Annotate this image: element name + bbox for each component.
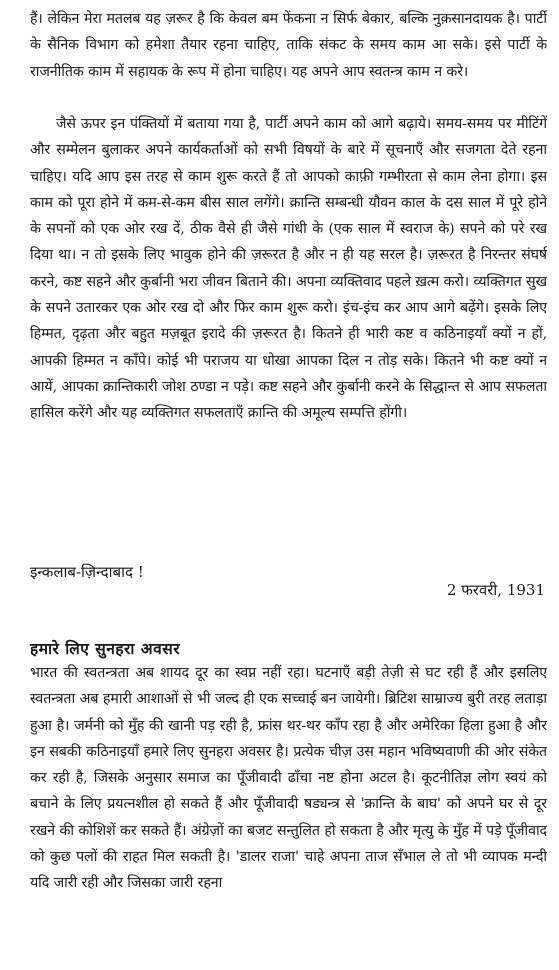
paragraph-party-work: जैसे ऊपर इन पंक्तियों में बताया गया है, पार्टी अपने काम को आगे बढ़ाये। समय-समय पर मीटिंगें और सम्मेलन बुलाकर अपने कार्यकर्ताओं को सभी विषयों के बारे में सूचनाएँ और सजगता देते रहना चाहिए। यदि आप इस तरह से काम शुरू करते हैं तो आपको काफ़ी गम्भीरता से काम लेना होगा। इस काम को पूरा होने में कम-से-कम बीस साल लगेंगे। क्रान्ति सम्बन्धी यौवन काल के दस साल में पूरे होने के सपनों को एक ओर रख दें, ठीक वैसे ही जैसे गांधी के (एक साल में स्वराज के) सपने को परे रख दिया था। न तो इसके लिए भावुक होने की ज़रूरत है और न ही यह सरल है। ज़रूरत है निरन्तर संघर्ष करने, कष्ट सहने और कुर्बानी भरा जीवन बिताने की। अपना व्यक्तिवाद पहले ख़त्म करो। व्यक्तिगत सुख के सपने उतारकर एक ओर रख दो और फिर काम शुरू करो। इंच-इंच कर आप आगे बढ़ेंगे। इसके लिए हिम्मत, दृढ़ता और बहुत मज़बूत इरादे की ज़रूरत है। कितने ही भारी कष्ट व कठिनाइयाँ क्यों न हों, आपकी हिम्मत न काँपे। कोई भी पराजय या धोखा आपका दिल न तोड़ सके। कितने भी कष्ट क्यों न आयें, आपका क्रान्तिकारी जोश ठण्डा न पड़े। कष्ट सहने और कुर्बानी करने के सिद्धान्त से आप सफलता हासिल करेंगे और यह व्यक्तिगत सफलताएँ क्रान्ति की अमूल्य सम्पत्ति होंगी। <box>30 116 547 422</box>
closing-slogan: इन्कलाब-ज़िन्दाबाद ! <box>30 563 144 581</box>
section-body <box>30 660 547 966</box>
paragraph-golden-opportunity: भारत की स्वतन्त्रता अब शायद दूर का स्वप्न नहीं रहा। घटनाएँ बड़ी तेज़ी से घट रही हैं और इसलिए स्वतन्त्रता अब हमारी आशाओं से भी जल्द ही एक सच्चाई बन जायेगी। ब्रिटिश साम्राज्य बुरी तरह लताड़ा हुआ है। जर्मनी को मुँह की खानी पड़ रही है, फ्रांस थर-थर काँप रहा है और अमेरिका हिला हुआ है और इन सबकी कठिनाइयाँ हमारे लिए सुनहरा अवसर है। प्रत्येक चीज़ उस महान भविष्यवाणी की ओर संकेत कर रही है, जिसके अनुसार समाज का पूँजीवादी ढाँचा नष्ट होना अटल है। कूटनीतिज्ञ लोग स्वयं को बचाने के लिए प्रयत्नशील हो सकते हैं और पूँजीवादी षड्यन्त्र से 'क्रान्ति के बाघ' को अपने घर से दूर रखने की कोशिशें कर सकते हैं। अंग्रेज़ों का बजट सन्तुलित हो सकता है और मृत्यु के मुँह में पड़े पूँजीवाद को कुछ पलों की राहत मिल सकती है। 'डालर राजा' चाहे अपना ताज सँभाल ले तो भी व्यापक मन्दी यदि जारी रही और जिसका जारी रहना <box>30 665 547 892</box>
letter-date: 2 फरवरी, 1931 <box>446 581 545 599</box>
paragraph-continuation: हैं। लेकिन मेरा मतलब यह ज़रूर है कि केवल बम फेंकना न सिर्फ बेकार, बल्कि नुक़सानदायक है। पार्टी के सैनिक विभाग को हमेशा तैयार रहना चाहिए, ताकि संकट के समय काम आ सके। इसे पार्टी के राजनीतिक काम में सहायक के रूप में होना चाहिए। यह अपने आप स्वतन्त्र काम न करे। <box>30 11 547 80</box>
section-heading: हमारे लिए सुनहरा अवसर <box>30 639 181 658</box>
